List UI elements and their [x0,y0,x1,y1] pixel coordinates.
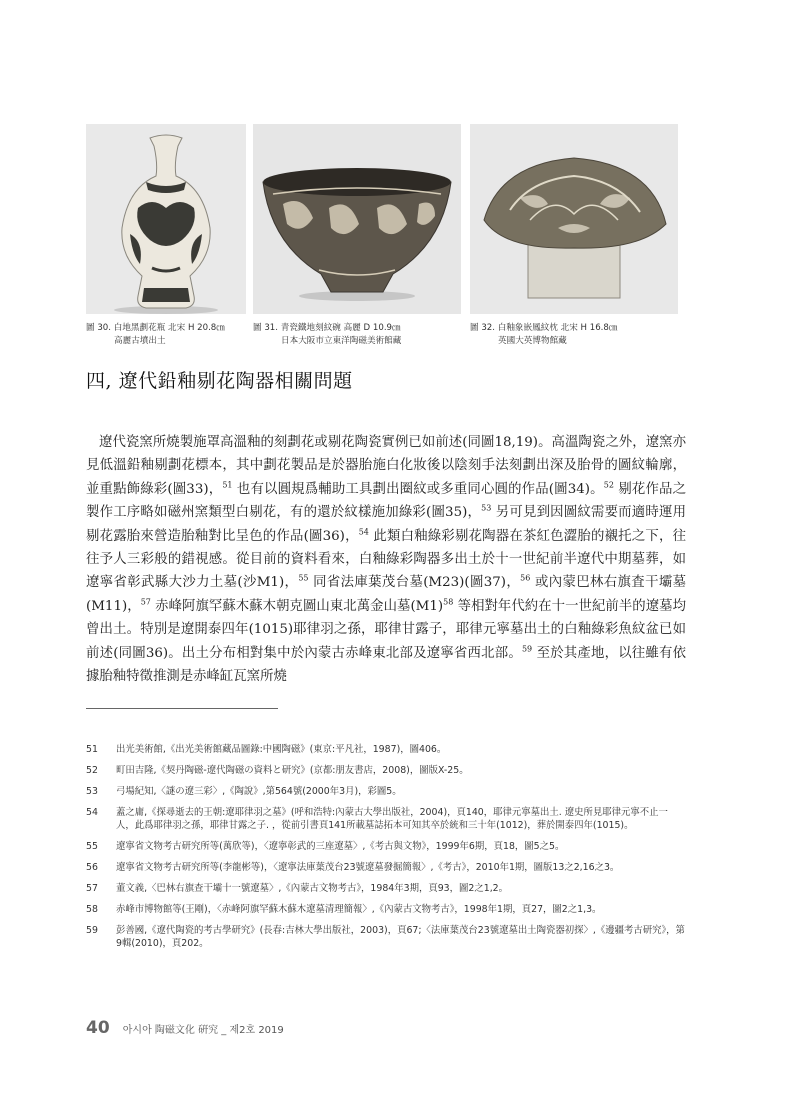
footnote-divider [86,708,278,709]
footnote-number: 56 [86,861,98,873]
body-text [86,431,686,688]
footnote-text: 出光美術館,《出光美術館藏品圖錄:中國陶磁》(東京:平凡社，1987)，圖406。 [116,744,447,755]
caption-line: 高麗古墳出土 [114,336,166,346]
text-run: 同省法庫葉茂台墓(M23)(圖37)， [308,575,521,591]
footnote-item [86,743,686,756]
footnote-number: 57 [86,882,98,894]
page-number: 40 [86,1018,110,1038]
footnote-ref-56[interactable]: 56 [520,573,531,583]
page-footer [86,1018,284,1038]
figure-32-caption [470,322,617,348]
footnote-text: 董文義,〈巴林右旗查干壩十一號遼墓〉,《內蒙古文物考古》，1984年3期，頁93，圖2之1,2。 [116,882,509,894]
footnote-item [86,764,686,777]
footnote-ref-51[interactable]: 51 [222,480,233,490]
section-title: 四, 遼代鉛釉剔花陶器相關問題 [86,370,353,392]
footnote-text: 弓場紀知,〈謎の遼三彩〉,《陶說》,第564號(2000年3月)，彩圖5。 [116,785,402,797]
text-run: 也有以圓規爲輔助工具劃出圈紋或多重同心圓的作品(圖34)。 [232,481,604,497]
text-run: 另可見到因圖紋需要而適時運用剔花露胎來營造胎釉對比呈色的作品(圖36)， [86,505,686,544]
footnotes-list [86,743,686,958]
text-run: 遼代瓷窯所燒製施罩高溫釉的刻劃花或剔花陶瓷實例已如前述(同圖18,19)。高溫陶瓷之外，遼窯亦見低溫鉛釉剔劃花標本，其中劃花製品是於器胎施白化妝後以陰刻手法刻劃出深及胎骨的圖紋輪廓，並重點飾綠彩(圖33)， [86,435,686,497]
text-run: 或內蒙巴林右旗査干壩墓(M11)， [86,575,686,614]
body-paragraph [86,431,686,688]
text-run: 赤峰阿旗罕蘇木蘇木朝克圖山東北萬金山墓(M1) [150,598,444,614]
caption-line: 圖 31. 青瓷鐵地刻紋碗 高麗 D 10.9㎝ [253,323,401,333]
figure-30-vase-photo [86,124,246,314]
footnote-number: 59 [86,924,98,936]
figure-32-pillow-photo [470,124,678,314]
footnote-item [86,840,686,853]
footnote-text: 遼寧省文物考古研究所等(萬欣等)，〈遼寧彰武的三座遼墓〉,《考古與文物》，1999年6期，頁18，圖5之5。 [116,841,565,853]
footnote-item [86,924,686,951]
footnote-text: 町田吉隆,《契丹陶磁-遼代陶磁の資料と研究》(京都:朋友書店，2008)，圖版X-25。 [116,764,469,776]
figure-30-caption [86,322,225,348]
footnote-number: 55 [86,841,98,853]
footnote-text: 遼寧省文物考古研究所等(李龍彬等)，〈遼寧法庫葉茂台23號遼墓發掘簡報〉,《考古》，2010年1期，圖版13之2,16之3。 [116,861,620,873]
footnote-text: 彭善國,《遼代陶瓷的考古學研究》(長春:吉林大學出版社，2003)，頁67;〈法庫葉茂台23號遼墓出土陶瓷器初探〉,《邊疆考古研究》，第9輯(2010)，頁202。 [116,924,685,950]
footnote-ref-53[interactable]: 53 [481,503,492,513]
pillow-illustration [470,124,678,314]
text-run: 等相對年代約在十一世紀前半的遼墓均曾出土。特別是遼開泰四年(1015)耶律羽之孫，耶律甘露子，耶律元寧墓出土的白釉綠彩魚紋盆已如前述(同圖36)。出土分布相對集中於內蒙古赤峰東北部及遼寧省西北部。 [86,598,686,661]
footnote-number: 51 [86,744,98,755]
journal-title: 아시아 陶磁文化 硏究 _ 제2호 2019 [122,1025,284,1036]
footnote-ref-58[interactable]: 58 [443,597,454,607]
text-run: 剔花作品之製作工序略如磁州窯類型白剔花，有的還於紋樣施加綠彩(圖35)， [86,481,686,521]
footnote-item [86,785,686,798]
vase-illustration [86,124,246,314]
caption-line: 圖 32. 白釉象嵌鳳紋枕 北宋 H 16.8㎝ [470,323,618,333]
figure-31-caption [253,322,401,348]
footnote-ref-54[interactable]: 54 [358,527,369,537]
footnote-number: 53 [86,785,98,797]
footnote-text: 蓋之庸,《探尋逝去的王朝:遼耶律羽之墓》(呼和浩特:內蒙古大學出版社，2004)，頁140，耶律元寧墓出土. 遼史所見耶律元寧不止一人，此爲耶律羽之孫，耶律甘露之子. ，從前引書頁141所載墓誌拓本可知其卒於統和三十年(1012)，葬於開泰四年(1015)。 [116,806,668,832]
figure-31-bowl-photo [253,124,461,314]
footnote-text: 赤峰市博物館等(王剛)，〈赤峰阿旗罕蘇木蘇木遼墓清理簡報〉,《內蒙古文物考古》，1998年1期，頁27，圖2之1,3。 [116,903,602,915]
text-run: 此類白釉綠彩剔花陶器在茶紅色澀胎的襯托之下，往往予人三彩般的錯視感。從目前的資料看來，白釉綠彩陶器多出土於十一世紀前半遼代中期墓葬，如遼寧省彰武縣大沙力土墓(沙M1)， [86,528,686,591]
footnote-item [86,806,686,833]
caption-line: 日本大阪市立東洋陶磁美術館藏 [281,336,402,346]
footnote-number: 52 [86,764,98,776]
footnote-number: 54 [86,806,98,818]
caption-line: 英國大英博物館藏 [498,336,567,346]
footnote-item [86,903,686,916]
footnote-ref-52[interactable]: 52 [603,480,614,490]
footnote-ref-55[interactable]: 55 [298,573,309,583]
text-run: 至於其產地，以往雖有依據胎釉特徵推測是赤峰缸瓦窯所燒 [86,645,686,685]
footnote-number: 58 [86,903,98,915]
footnote-ref-59[interactable]: 59 [521,644,533,654]
footnote-ref-57[interactable]: 57 [140,597,151,607]
caption-line: 圖 30. 白地黑劃花瓶 北宋 H 20.8㎝ [86,323,225,333]
footnote-item [86,861,686,874]
bowl-illustration [253,124,461,314]
footnote-item [86,882,686,895]
